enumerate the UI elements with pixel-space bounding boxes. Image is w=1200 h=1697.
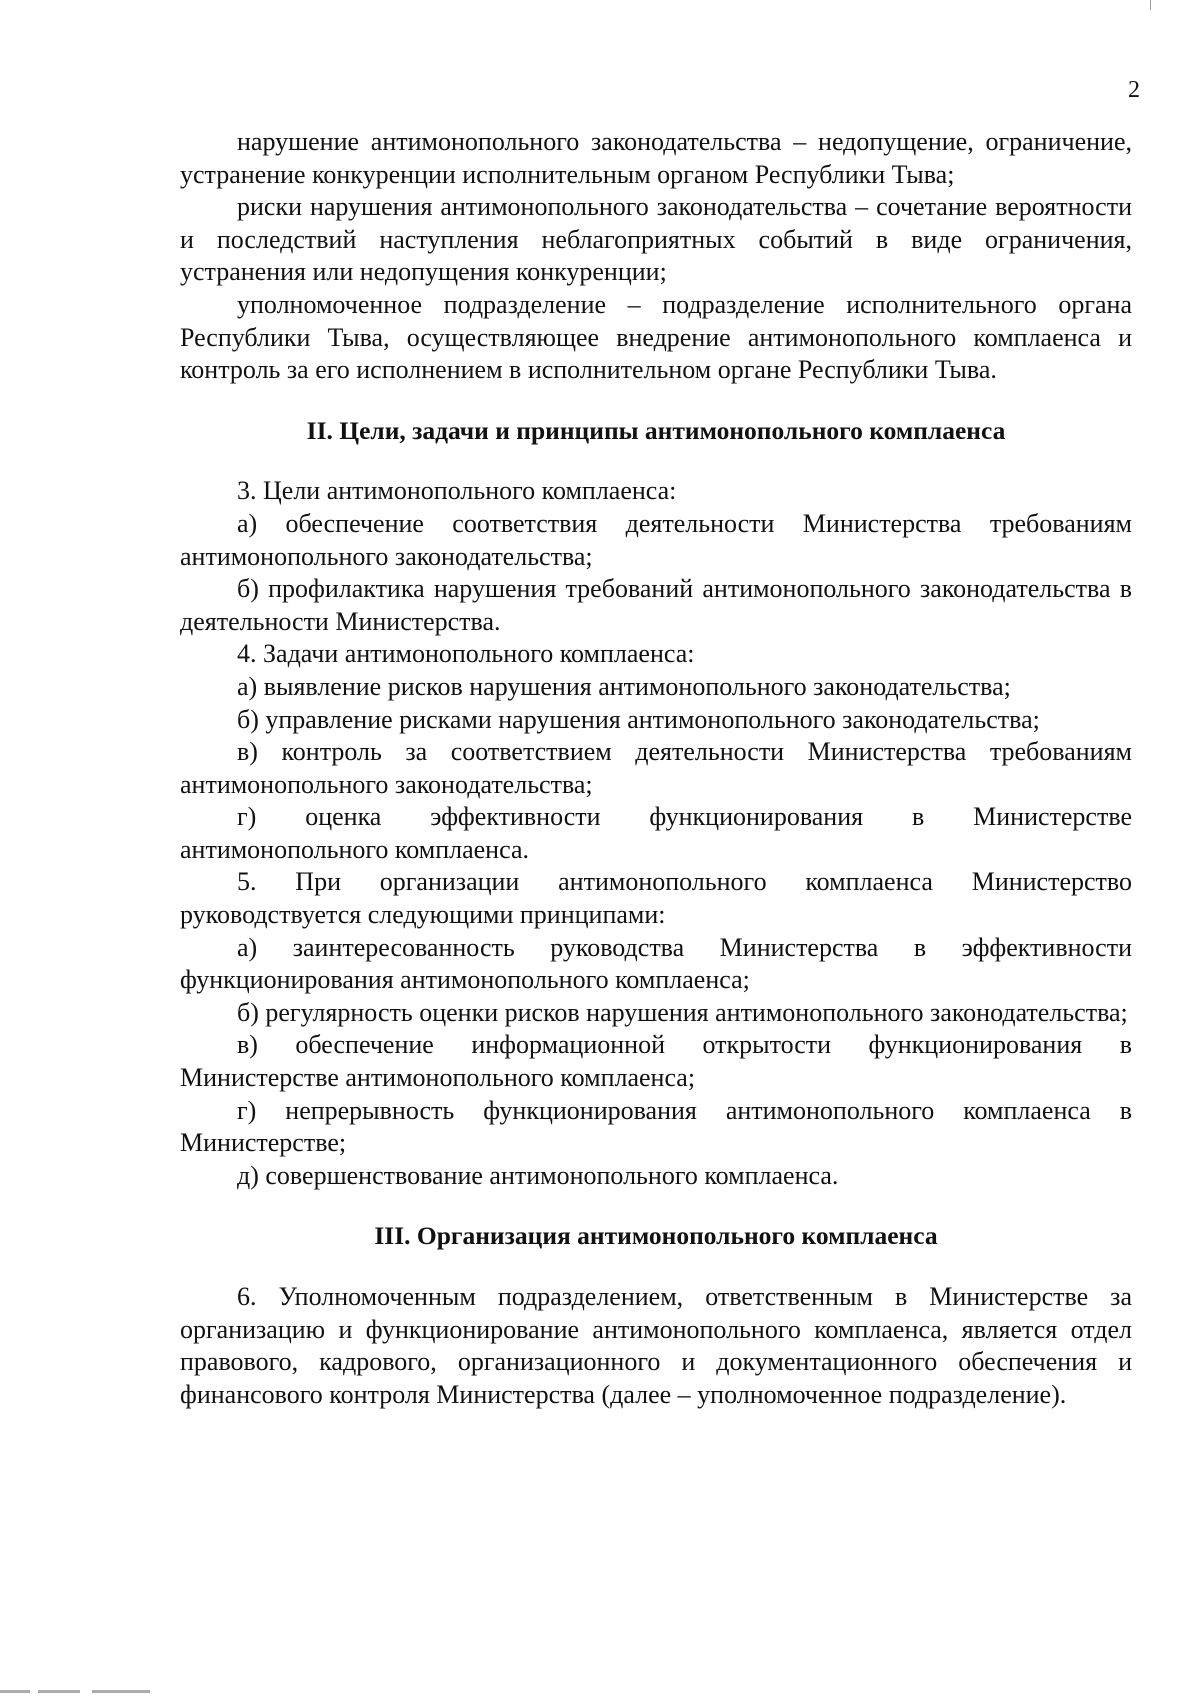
section-organization-body: [180, 1281, 1132, 1411]
paragraph-item: а) обеспечение соответствия деятельности Министерства требованиям антимонопольного законодательства;: [180, 508, 1132, 571]
section-goals-body: [180, 475, 1132, 1192]
paragraph-item: 4. Задачи антимонопольного комплаенса:: [237, 639, 695, 669]
section-heading-goals: II. Цели, задачи и принципы антимонопольного комплаенса: [306, 415, 1006, 445]
page-number: 2: [1128, 77, 1140, 103]
paragraph-item: 6. Уполномоченным подразделением, ответственным в Министерстве за организацию и функционирование антимонопольного комплаенса, является отдел правового, кадрового, организационного и документационного обеспечения и финансового контроля Министерства (далее – уполномоченное подразделение).: [180, 1282, 1132, 1409]
scan-artifact-mark: [1150, 0, 1151, 10]
paragraph-item: г) оценка эффективности функционирования в Министерстве антимонопольного комплаенса.: [180, 802, 1132, 864]
document-body: [180, 126, 1132, 1411]
paragraph-item: д) совершенствование антимонопольного комплаенса.: [237, 1160, 839, 1190]
section-heading-organization: III. Организация антимонопольного комплаенса: [374, 1221, 938, 1251]
paragraph-definition-violation: нарушение антимонопольного законодательства – недопущение, ограничение, устранение конкуренции исполнительным органом Республики Тыва;: [180, 127, 1132, 189]
paragraph-item: б) профилактика нарушения требований антимонопольного законодательства в деятельности Министерства.: [180, 574, 1132, 636]
paragraph-item: 5. При организации антимонопольного комплаенса Министерство руководствуется следующими принципами:: [180, 867, 1132, 930]
paragraph-definition-authorized-unit: уполномоченное подразделение – подразделение исполнительного органа Республики Тыва, осуществляющее внедрение антимонопольного комплаенса и контроль за его исполнением в исполнительном органе Республики Тыва.: [180, 289, 1132, 385]
paragraph-item: 3. Цели антимонопольного комплаенса:: [237, 476, 677, 506]
paragraph-item: в) обеспечение информационной открытости функционирования в Министерстве антимонопольного комплаенса;: [180, 1030, 1132, 1093]
paragraph-item: б) регулярность оценки рисков нарушения антимонопольного законодательства;: [237, 997, 1128, 1027]
paragraph-definition-risks: риски нарушения антимонопольного законодательства – сочетание вероятности и последствий наступления неблагоприятных событий в виде ограничения, устранения или недопущения конкуренции;: [180, 192, 1132, 287]
paragraph-item: б) управление рисками нарушения антимонопольного законодательства;: [237, 704, 1040, 734]
scan-artifact-edge: [0, 1690, 150, 1693]
paragraph-item: а) выявление рисков нарушения антимонопольного законодательства;: [237, 671, 1011, 701]
paragraph-item: в) контроль за соответствием деятельности Министерства требованиям антимонопольного законодательства;: [180, 737, 1132, 799]
paragraph-item: г) непрерывность функционирования антимонопольного комплаенса в Министерстве;: [180, 1095, 1132, 1158]
paragraph-item: а) заинтересованность руководства Министерства в эффективности функционирования антимонопольного комплаенса;: [180, 932, 1132, 995]
